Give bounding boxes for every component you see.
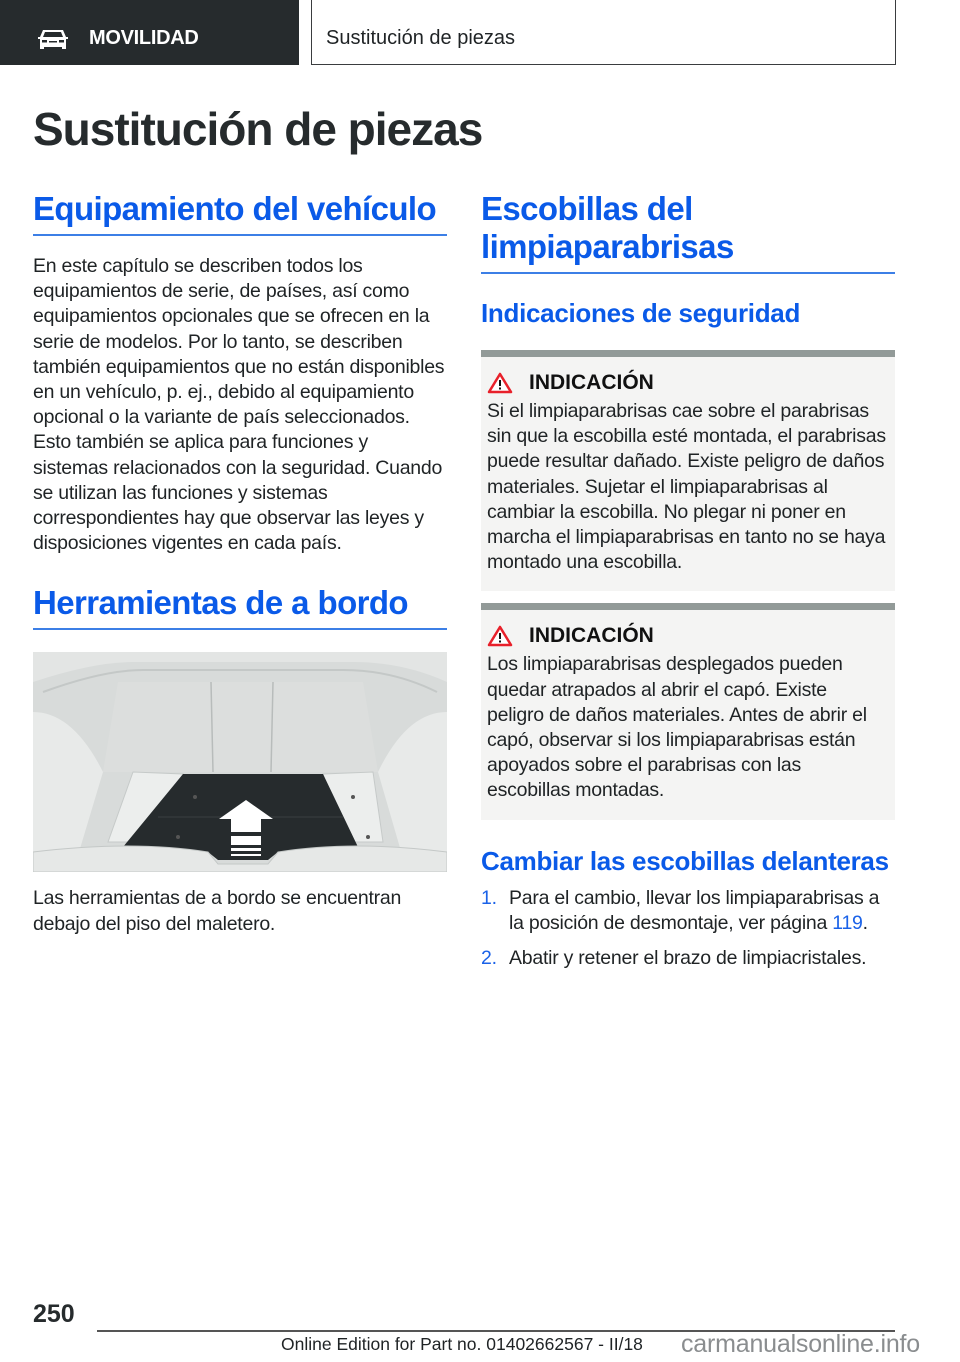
warning-triangle-icon [487,372,513,394]
subheading-seguridad: Indicaciones de seguridad [481,298,801,328]
notice-title: INDICACIÓN [529,371,654,394]
section-tab[interactable] [0,0,299,65]
notice-box [481,350,895,591]
notice-text: Si el limpiaparabrisas cae sobre el parabrisas sin que la escobilla esté montada, el parabrisas puede resultar dañado. Existe peligro de daños materiales. Sujetar el limpiaparabrisas al cambiar la escobilla. No plegar ni poner en marcha el limpiaparabrisas en tanto no se haya montado una escobilla. [487,400,886,574]
notice-text: Los limpiaparabrisas desplegados pueden quedar atrapados al abrir el capó. Existe peligro de daños materiales. Antes de abrir el capó, observar si los limpiaparabrisas están apoyados sobre el parabrisas con las escobillas montadas. [487,653,867,802]
chapter-tab[interactable] [311,0,896,65]
equipamiento-body: En este capítulo se describen todos los equipamientos de serie, de países, así como equipamientos opcionales que se ofrecen en la serie de modelos. Por lo tanto, se describen también equipamientos que no están disponibles en un vehículo, p. ej., debido al equipamiento opcional o la variante de país seleccionados. Esto también se aplica para funciones y sistemas relacionados con la seguridad. Cuando se utilizan las funciones y sistemas correspondientes hay que observar las leyes y disposiciones vigentes en cada país. [33,255,445,555]
herramientas-caption: Las herramientas de a bordo se encuentran debajo del piso del maletero. [33,887,402,935]
subheading-cambiar: Cambiar las escobillas delanteras [481,845,889,876]
step-number: 1. [481,886,497,909]
step-item [481,886,895,936]
page-title: Sustitución de piezas [33,103,483,155]
page-number: 250 [33,1300,75,1328]
section-heading-equipamiento: Equipamiento del vehículo [33,190,447,236]
section-heading-escobillas: Escobillas del limpiaparabrisas [481,190,895,274]
page-link-119[interactable]: 119 [832,911,863,934]
edition-text: Online Edition for Part no. 01402662567 - II/18 [281,1334,643,1354]
step-text: Para el cambio, llevar los limpiaparabrisas a la posición de desmontaje, ver página 119. [509,886,880,934]
car-icon [37,27,69,51]
step-text: Abatir y retener el brazo de limpiacristales. [509,947,867,970]
right-column [481,190,895,981]
left-column [33,190,447,937]
section-heading-herramientas: Herramientas de a bordo [33,584,447,630]
chapter-label: Sustitución de piezas [326,26,516,49]
notice-box [481,603,895,819]
trunk-illustration [33,652,447,872]
section-label: MOVILIDAD [89,27,199,49]
trunk-image [33,652,447,872]
step-number: 2. [481,947,497,970]
notice-title: INDICACIÓN [529,624,654,648]
watermark: carmanualsonline.info [681,1330,921,1358]
procedure-steps [481,886,895,972]
warning-triangle-icon [487,625,513,647]
footer-divider [97,1330,415,1332]
step-item [481,946,895,971]
